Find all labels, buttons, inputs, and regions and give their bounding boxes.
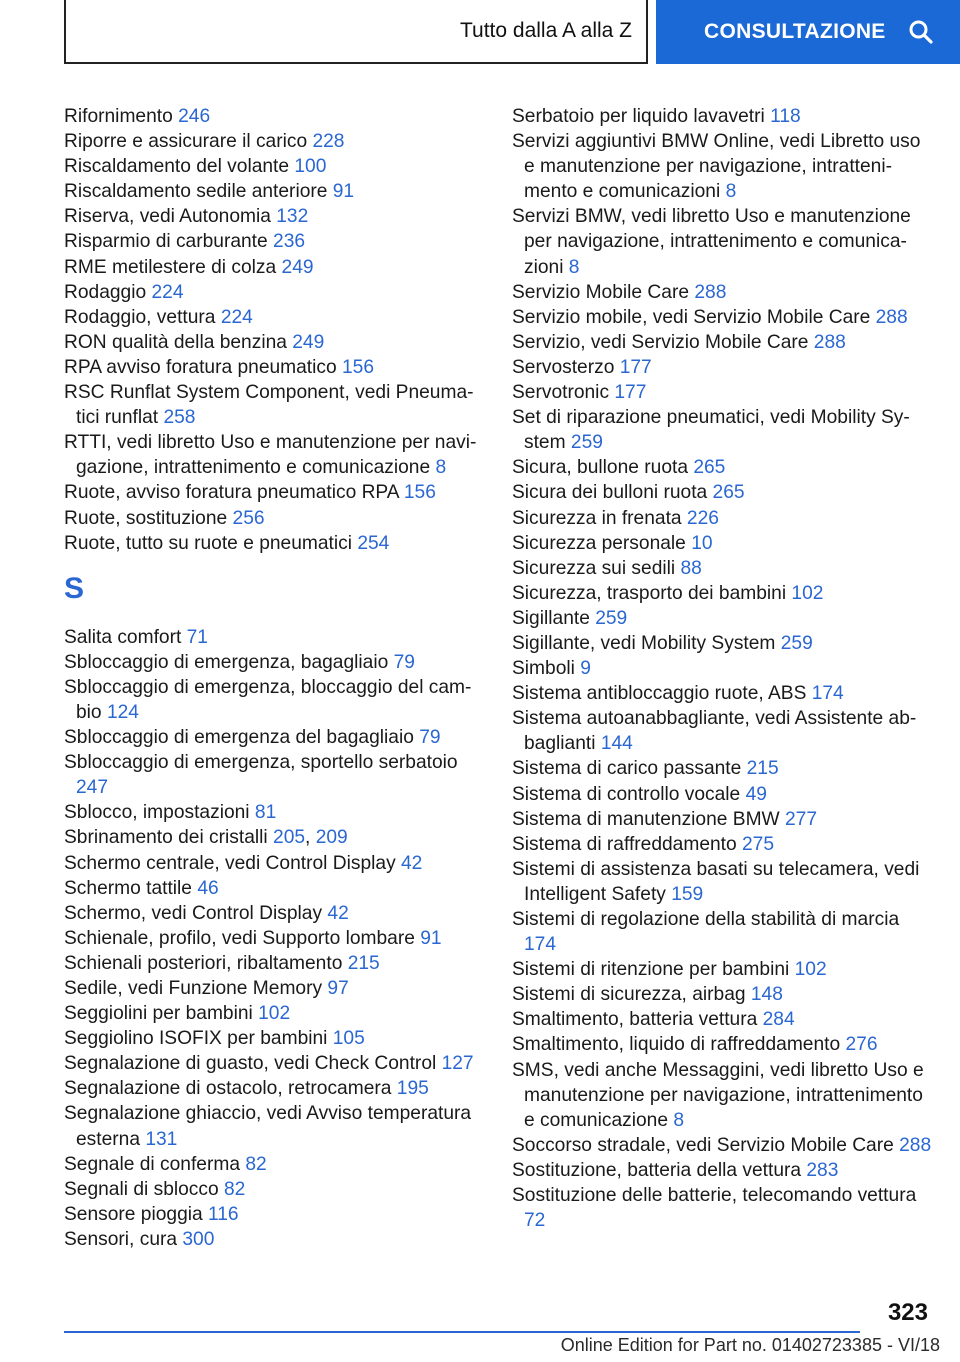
index-entry [512,405,932,455]
index-entry [64,1026,484,1051]
page-link[interactable]: 174 [811,683,844,705]
index-term: Sicura, bullone ruota [512,457,694,479]
page-link[interactable]: 10 [691,532,713,554]
index-entry [64,280,484,305]
index-term: Soccorso stradale, vedi Servizio Mobile Care [512,1134,900,1156]
page-link[interactable]: 71 [186,626,208,648]
index-entry [64,1202,484,1227]
index-term: Sbloccaggio di emergenza, bloccaggio del cambio [64,676,472,723]
page-link[interactable]: 8 [673,1109,684,1131]
page-link[interactable]: 259 [595,607,628,629]
index-entry [64,255,484,280]
page-link[interactable]: 247 [76,777,109,799]
page-link[interactable]: 118 [770,106,801,127]
page-link[interactable]: 148 [750,984,783,1006]
page-link[interactable]: 79 [419,727,441,749]
index-entry [512,681,932,706]
index-term: Sistemi di sicurezza, airbag [512,984,751,1006]
index-term: Sicura dei bulloni ruota [512,482,713,504]
index-term: Smaltimento, batteria vettura [512,1009,763,1031]
index-term: Riscaldamento sedile anteriore [64,181,333,203]
page-link[interactable]: 116 [208,1203,239,1225]
index-entry [64,531,484,556]
page-link[interactable]: 127 [441,1053,474,1075]
page-header [0,0,960,66]
page-link[interactable]: 276 [845,1034,878,1056]
index-entry [64,725,484,750]
index-entry [512,782,932,807]
index-term: Sistema di carico passante [512,758,747,780]
page-link[interactable]: 46 [197,877,219,899]
index-entry [512,330,932,355]
index-entry [64,675,484,725]
page-link[interactable]: 91 [420,927,442,949]
index-term: Sistema di manutenzione BMW [512,808,786,830]
page-link[interactable]: 88 [680,557,702,579]
index-entry [64,851,484,876]
index-entry [64,1001,484,1026]
index-entry [64,380,484,430]
index-term: Simboli [512,658,581,680]
index-term: Servizio mobile, vedi Servizio Mobile Care [512,306,876,328]
index-term: Set di riparazione pneumatici, vedi Mobility System [512,407,910,454]
page-link[interactable]: 288 [694,281,727,303]
index-entry [64,305,484,330]
index-term: Sensori, cura [64,1228,183,1250]
page-link[interactable]: 265 [712,482,745,504]
index-entry [64,951,484,976]
index-term: Sblocco, impostazioni [64,802,255,824]
page-link[interactable]: 177 [614,382,647,404]
index-entry [512,756,932,781]
index-entry [512,104,932,129]
index-entry [512,581,932,606]
index-entry [64,876,484,901]
page-link[interactable]: 49 [745,783,767,805]
index-term: Sicurezza personale [512,532,692,554]
page-link[interactable]: 8 [435,457,447,479]
index-term: RPA avviso foratura pneumatico [64,356,343,378]
index-term: Schienali posteriori, ribaltamento [64,952,348,974]
index-term: Sigillante [512,607,596,629]
page-link[interactable]: 97 [327,978,349,999]
page-link[interactable]: 72 [524,1210,546,1232]
index-entry [64,179,484,204]
index-term: Sedile, vedi Funzione Memory [64,978,328,999]
index-entry [512,832,932,857]
index-term: RSC Runflat System Component, vedi Pneumatici runflat [64,382,474,429]
page-link[interactable]: 228 [312,131,345,153]
index-entry [512,355,932,380]
index-term: Sistema autoanabbagliante, vedi Assistente abbaglianti [512,708,917,755]
page-link[interactable]: 224 [151,281,184,303]
index-term: Sicurezza, trasporto dei bambini [512,582,792,604]
tab-tutto-dalla-a-alla-z[interactable] [64,0,648,64]
page-link[interactable]: 8 [568,256,580,278]
index-entry [64,1227,484,1252]
page-link[interactable]: 91 [332,181,355,203]
page-link[interactable]: 277 [785,808,818,830]
page-link[interactable]: 258 [163,407,196,429]
index-entry [64,204,484,229]
index-term: Servizio Mobile Care [512,281,695,303]
page-link[interactable]: 144 [600,733,633,755]
index-term: Sistemi di regolazione della stabilità di marcia [512,909,900,930]
index-entry [512,280,932,305]
index-term: Sistema antibloccaggio ruote, ABS [512,683,812,705]
footer-edition-text: Online Edition for Part no. 01402723385 - VI/18 [560,1335,940,1355]
index-term: Sistema di raffreddamento [512,833,743,855]
index-term: Segnali di sblocco [64,1178,224,1200]
page-link[interactable]: 8 [725,181,737,203]
index-entry [512,531,932,556]
index-entry [64,355,484,380]
index-term: Ruote, avviso foratura pneumatico RPA [64,482,404,504]
index-term: RON qualità della benzina [64,331,293,353]
page-link[interactable]: 226 [686,507,719,529]
page-number: 323 [887,1299,928,1326]
index-term: Rifornimento [64,106,179,127]
page-link[interactable]: 288 [875,306,908,328]
page-link[interactable]: 215 [347,952,380,974]
page-link[interactable]: 275 [742,833,775,855]
index-term: Schermo centrale, vedi Control Display [64,852,401,874]
index-term: Servizi aggiuntivi BMW Online, vedi Libretto uso e manutenzione per navigazione, intrattenimento e comunicazioni [512,131,921,203]
index-term: Salita comfort [64,626,187,648]
page-link[interactable]: 254 [357,532,390,554]
index-entry [64,926,484,951]
index-term: Sicurezza sui sedili [512,557,681,579]
index-entry [512,606,932,631]
page-link[interactable]: 82 [224,1178,246,1200]
index-term: Schienale, profilo, vedi Supporto lombare [64,927,421,949]
page-link[interactable]: 102 [258,1003,291,1025]
index-entry [64,901,484,926]
page-link[interactable]: 131 [145,1128,178,1150]
index-column-left [64,104,484,1252]
index-entry [512,907,932,957]
index-term: Smaltimento, liquido di raffreddamento [512,1034,846,1056]
index-term: Ruote, sostituzione [64,507,233,529]
page-link[interactable]: 259 [780,632,813,654]
page-link[interactable]: 236 [273,231,306,253]
index-entry [512,556,932,581]
page-link[interactable]: 82 [245,1153,267,1175]
index-term: Sostituzione, batteria della vettura [512,1159,807,1181]
index-entry [512,1133,932,1158]
index-term: Riporre e assicurare il carico [64,131,313,153]
index-term: Servosterzo [512,356,620,378]
index-entry [64,825,484,850]
page-link[interactable]: 159 [671,883,704,905]
index-entry [64,154,484,179]
index-term: Schermo tattile [64,877,198,899]
index-entry [64,129,484,154]
index-term: Rodaggio [64,281,152,303]
index-entry [512,807,932,832]
index-entry [512,1007,932,1032]
index-entry [512,129,932,204]
page-link[interactable]: 249 [281,256,314,278]
index-entry [512,380,932,405]
index-term: Riserva, vedi Autonomia [64,206,277,228]
index-term: Sbrinamento dei cristalli [64,827,274,849]
index-term: Servizi BMW, vedi libretto Uso e manutenzione per navigazione, intrattenimento e comunicazioni [512,206,911,278]
index-term: Servizio, vedi Servizio Mobile Care [512,331,814,353]
index-term: Segnalazione di guasto, vedi Check Control [64,1053,442,1075]
page-link[interactable]: 249 [292,331,325,353]
section-label: Tutto dalla A alla Z [460,19,632,42]
index-entry [64,1177,484,1202]
tab-consultazione[interactable] [656,0,960,64]
page-link[interactable]: 246 [178,106,211,127]
index-entry [64,800,484,825]
index-term: Riscaldamento del volante [64,156,295,178]
page-link[interactable]: 9 [580,658,591,680]
index-entry [512,455,932,480]
index-term: Sigillante, vedi Mobility System [512,632,781,654]
index-entry [64,625,484,650]
index-term: Seggiolini per bambini [64,1003,259,1025]
page-link[interactable]: 156 [403,482,436,504]
index-entry [64,1101,484,1151]
page-link[interactable]: 205 [273,827,306,849]
index-entry [512,480,932,505]
index-entry [512,656,932,681]
index-term: Sistema di controllo vocale [512,783,746,805]
page-link[interactable]: 102 [791,582,824,604]
index-term: Ruote, tutto su ruote e pneumatici [64,532,358,554]
index-entry [64,104,484,129]
index-term: Schermo, vedi Control Display [64,902,328,924]
index-term: Sostituzione delle batterie, telecomando vettura [512,1185,917,1207]
index-entry [512,957,932,982]
page-link[interactable]: 177 [619,356,652,378]
index-entry [512,706,932,756]
index-term: Rodaggio, vettura [64,306,221,328]
index-entry [64,229,484,254]
index-term: Sistemi di ritenzione per bambini [512,959,795,981]
index-entry [512,1183,932,1233]
index-term: Servotronic [512,382,615,404]
page-link[interactable]: 256 [232,507,265,529]
index-entry [64,1152,484,1177]
page-link[interactable]: 288 [813,331,846,353]
index-entry [64,506,484,531]
page-link[interactable]: 105 [332,1028,365,1050]
index-term: Sistemi di assistenza basati su telecamera, vedi Intelligent Safety [512,858,920,905]
search-icon[interactable] [908,19,934,45]
index-term: Sbloccaggio di emergenza, bagagliaio [64,651,394,673]
index-column-right [512,104,932,1233]
index-entry [64,750,484,800]
page-link[interactable]: 79 [393,651,415,673]
page-link[interactable]: 209 [315,827,348,849]
index-entry [512,857,932,907]
index-entry [512,305,932,330]
active-tab-label: CONSULTAZIONE [704,20,886,43]
index-entry [512,1032,932,1057]
index-term: RME metilestere di colza [64,256,282,278]
page-link[interactable]: 259 [570,432,603,454]
index-entry [512,982,932,1007]
index-entry [512,631,932,656]
page-link[interactable]: 42 [401,852,423,874]
index-term: Risparmio di carburante [64,231,274,253]
index-term: Segnalazione di ostacolo, retrocamera [64,1078,397,1100]
index-entry [64,976,484,1001]
page-ref-separator: , [305,827,316,849]
index-entry [512,1058,932,1133]
index-term: Segnale di conferma [64,1153,246,1175]
index-term: Segnalazione ghiaccio, vedi Avviso temperatura esterna [64,1103,472,1150]
index-entry [512,204,932,279]
index-entry [64,650,484,675]
index-letter-heading: S [64,571,85,605]
page-link[interactable]: 42 [327,902,349,924]
page-link[interactable]: 102 [794,959,827,981]
page-link[interactable]: 224 [220,306,253,328]
page-link[interactable]: 132 [276,206,309,228]
page-link[interactable]: 81 [254,802,277,824]
page-link[interactable]: 174 [524,934,557,956]
index-term: Sbloccaggio di emergenza, sportello serbatoio [64,752,458,774]
page-link[interactable]: 100 [294,156,327,178]
index-entry [512,1158,932,1183]
index-term: RTTI, vedi libretto Uso e manutenzione per navigazione, intrattenimento e comunicazione [64,432,477,479]
index-term: Sicurezza in frenata [512,507,687,529]
index-entry [64,430,484,480]
index-term: SMS, vedi anche Messaggini, vedi libretto Uso e manutenzione per navigazione, intrattenimento e comunicazione [512,1059,924,1131]
page-link[interactable]: 195 [396,1078,429,1100]
index-term: Sensore pioggia [64,1203,209,1225]
index-entry [512,506,932,531]
page-link[interactable]: 265 [693,457,726,479]
index-entry [64,1076,484,1101]
page-link[interactable]: 300 [182,1228,215,1250]
page-link[interactable]: 284 [762,1009,795,1031]
index-term: Serbatoio per liquido lavavetri [512,106,771,127]
index-entry [64,480,484,505]
page-link[interactable]: 156 [342,356,375,378]
index-entry [64,330,484,355]
index-term: Sbloccaggio di emergenza del bagagliaio [64,727,420,749]
index-entry [64,1051,484,1076]
page-link[interactable]: 283 [806,1159,839,1181]
page-link[interactable]: 215 [746,758,779,780]
page-link[interactable]: 124 [106,701,139,723]
index-term: Seggiolino ISOFIX per bambini [64,1028,333,1050]
page-link[interactable]: 288 [899,1134,932,1156]
